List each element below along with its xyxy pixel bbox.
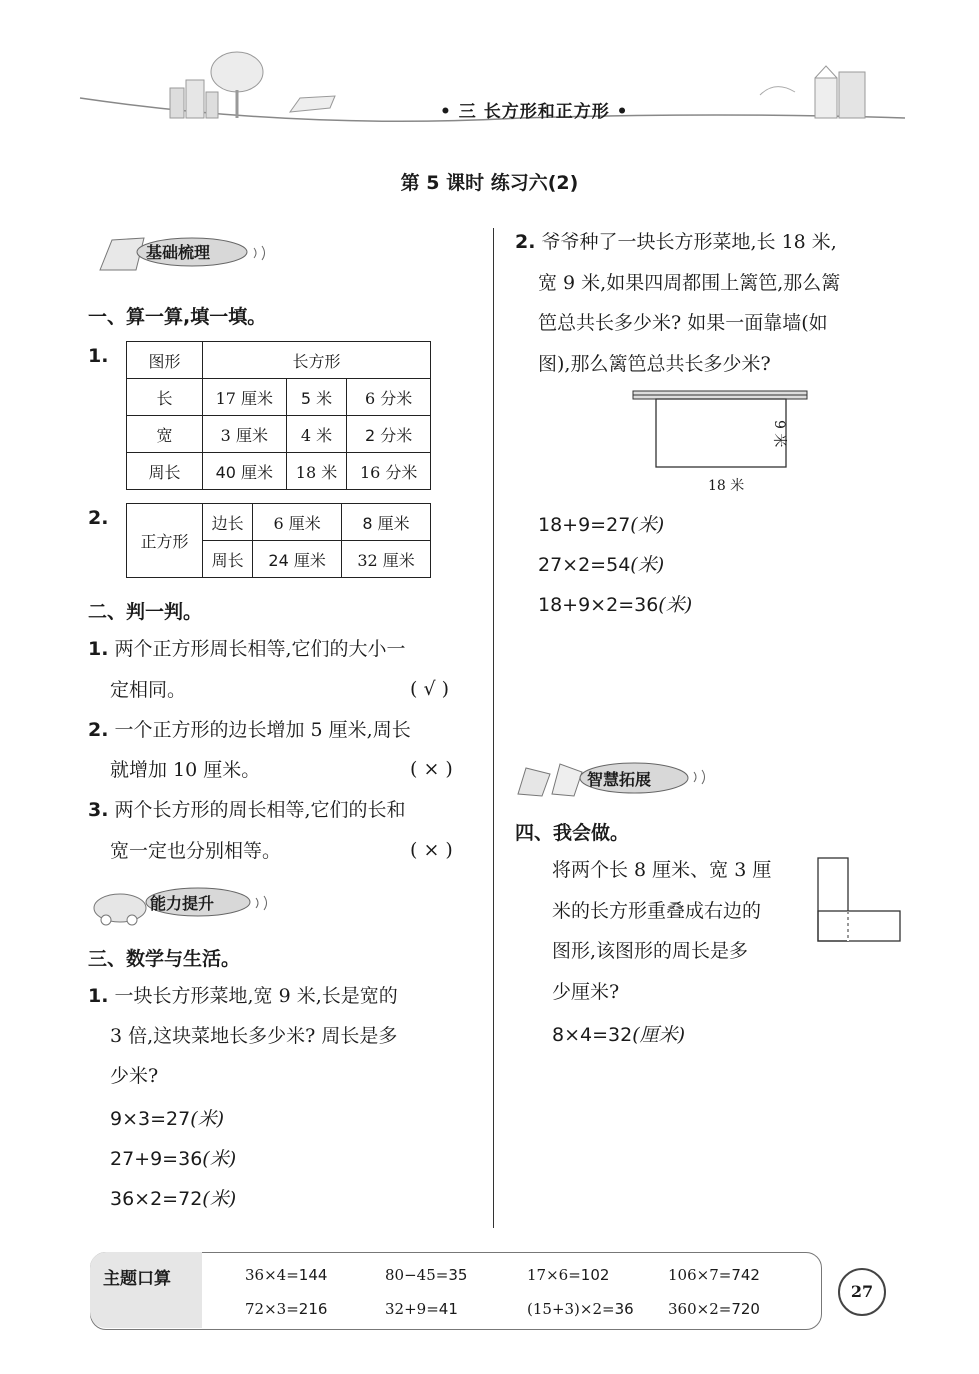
oral-question: 17×6= [527, 1266, 581, 1284]
table-cell: 6 分米 [347, 379, 431, 416]
oral-answer: 720 [731, 1300, 760, 1318]
ability-section-label: 能力提升 [150, 894, 215, 913]
table-cell: 6 厘米 [253, 504, 342, 541]
answer-text: 24 厘米 [268, 550, 326, 570]
life-q1-line2: 3 倍,这块菜地长多少米? 周长是多 [110, 1025, 398, 1047]
life-q1-calc-2 [110, 1144, 236, 1171]
judge-answer-2: ( × ) [410, 758, 453, 780]
calc-expression: 27+9=36 [110, 1148, 203, 1170]
section4-calc [552, 1020, 685, 1047]
rectangle-table [126, 341, 431, 490]
figure-length-label: 18 米 [708, 478, 745, 494]
calc-expression: 8×4=32 [552, 1024, 633, 1046]
life-q1-calc-3 [110, 1184, 236, 1211]
answer-text: 40 厘米 [215, 462, 274, 482]
table-row [127, 416, 431, 453]
oral-question: 80−45= [385, 1266, 449, 1284]
life-q2-calc-2 [538, 550, 664, 577]
oral-question: 72×3= [245, 1300, 299, 1318]
oral-question: 106×7= [668, 1266, 732, 1284]
item-number: 1. [88, 638, 109, 660]
oral-answer: 41 [438, 1300, 458, 1318]
item-number: 3. [88, 799, 109, 821]
oral-answer: 102 [580, 1266, 610, 1284]
oral-answer: 216 [298, 1300, 328, 1318]
life-q2-calc-3 [538, 590, 692, 617]
oral-item [668, 1266, 760, 1284]
oral-item [245, 1266, 327, 1284]
calc-unit: (米) [202, 1148, 237, 1170]
oral-item [245, 1300, 327, 1318]
lesson-title: 第 5 课时 练习六(2) [400, 172, 579, 194]
oral-answer: 36 [614, 1300, 634, 1318]
calc-unit: (厘米) [632, 1024, 686, 1046]
life-q1-line3: 少米? [110, 1065, 159, 1087]
judge-item-2 [88, 718, 411, 742]
answer-text: 5 米 [300, 388, 333, 408]
judge-item-3 [88, 798, 406, 822]
calc-expression: 18+9×2=36 [538, 594, 659, 616]
section1-title: 一、算一算,填一填。 [88, 306, 267, 328]
section4-line3: 图形,该图形的周长是多 [552, 940, 749, 962]
column-divider [493, 228, 494, 1228]
answer-text: 2 分米 [365, 425, 413, 445]
judge-item-1-line2: 定相同。 [110, 679, 187, 701]
oral-question: 32+9= [385, 1300, 439, 1318]
row-label: 宽 [127, 416, 203, 453]
table-cell [203, 453, 287, 490]
row-label: 周长 [203, 541, 253, 578]
table-cell [253, 541, 342, 578]
table-cell: 16 分米 [347, 453, 431, 490]
item-text: 一块长方形菜地,宽 9 米,长是宽的 [114, 985, 398, 1007]
row-label: 长 [127, 379, 203, 416]
oral-question: 36×4= [245, 1266, 299, 1284]
item-number: 1. [88, 985, 109, 1007]
item-number: 2. [88, 719, 109, 741]
judge-answer-1: ( √ ) [410, 678, 450, 700]
item-text: 两个正方形周长相等,它们的大小一 [114, 638, 406, 660]
oral-answer: 144 [298, 1266, 328, 1284]
oral-answer: 35 [448, 1266, 468, 1284]
calc-unit: (米) [202, 1188, 237, 1210]
section1-q2-number: 2. [88, 507, 109, 529]
garden-wall-diagram [630, 388, 820, 470]
figure-width-label: 9 米 [771, 420, 787, 448]
judge-item-2-line2: 就增加 10 厘米。 [110, 759, 261, 781]
judge-item-3-line2: 宽一定也分别相等。 [110, 840, 282, 862]
item-text: 两个长方形的周长相等,它们的长和 [114, 799, 406, 821]
oral-item [385, 1266, 467, 1284]
row-label: 周长 [127, 453, 203, 490]
section1-q1-number: 1. [88, 345, 109, 367]
table-cell [347, 416, 431, 453]
life-q1-line1 [88, 984, 398, 1008]
calc-expression: 36×2=72 [110, 1188, 203, 1210]
item-text: 爷爷种了一块长方形菜地,长 18 米, [541, 231, 837, 253]
judge-item-1 [88, 637, 406, 661]
table-row [127, 453, 431, 490]
table-cell: 17 厘米 [203, 379, 287, 416]
oral-answer: 742 [731, 1266, 760, 1284]
table-row [127, 504, 431, 541]
oral-item [385, 1300, 458, 1318]
oral-question: (15+3)×2= [527, 1300, 615, 1318]
table-cell: 18 米 [286, 453, 347, 490]
oral-practice-label: 主题口算 [103, 1269, 171, 1289]
answer-text: 8 厘米 [362, 513, 410, 533]
table-row [127, 379, 431, 416]
calc-unit: (米) [190, 1108, 225, 1130]
life-q2-line3: 笆总共长多少米? 如果一面靠墙(如 [538, 312, 828, 334]
table-cell [286, 379, 347, 416]
calc-unit: (米) [630, 554, 665, 576]
table-cell: 3 厘米 [203, 416, 287, 453]
life-q2-line2: 宽 9 米,如果四周都围上篱笆,那么篱 [538, 272, 841, 294]
calc-unit: (米) [630, 514, 665, 536]
section4-line2: 米的长方形重叠成右边的 [552, 900, 762, 922]
row-label: 边长 [203, 504, 253, 541]
section4-line1: 将两个长 8 厘米、宽 3 厘 [552, 859, 772, 881]
chapter-title: • 三 长方形和正方形 • [440, 102, 629, 122]
life-q1-calc-1 [110, 1104, 224, 1131]
table-header-value: 长方形 [203, 342, 431, 379]
calc-unit: (米) [658, 594, 693, 616]
section4-title: 四、我会做。 [515, 822, 630, 844]
shape-label: 正方形 [127, 504, 203, 578]
oral-item [527, 1300, 634, 1318]
oral-item [527, 1266, 609, 1284]
calc-expression: 9×3=27 [110, 1108, 191, 1130]
table-cell: 4 米 [286, 416, 347, 453]
table-cell: 32 厘米 [342, 541, 431, 578]
section4-line4: 少厘米? [552, 981, 620, 1003]
table-header-label: 图形 [127, 342, 203, 379]
item-text: 一个正方形的边长增加 5 厘米,周长 [114, 719, 411, 741]
wisdom-section-label: 智慧拓展 [587, 770, 652, 789]
square-table [126, 503, 431, 578]
calc-expression: 18+9=27 [538, 514, 631, 536]
life-q2-line1 [515, 230, 837, 254]
judge-answer-3: ( × ) [410, 839, 453, 861]
calc-expression: 27×2=54 [538, 554, 631, 576]
overlap-rectangles-figure [815, 856, 905, 944]
item-number: 2. [515, 231, 536, 253]
section3-title: 三、数学与生活。 [88, 948, 241, 970]
basic-section-label: 基础梳理 [146, 243, 211, 262]
table-cell [342, 504, 431, 541]
page-number: 27 [838, 1268, 886, 1316]
section2-title: 二、判一判。 [88, 601, 203, 623]
oral-item [668, 1300, 760, 1318]
life-q2-calc-1 [538, 510, 664, 537]
oral-question: 360×2= [668, 1300, 732, 1318]
life-q2-line4: 图),那么篱笆总共长多少米? [538, 353, 771, 375]
